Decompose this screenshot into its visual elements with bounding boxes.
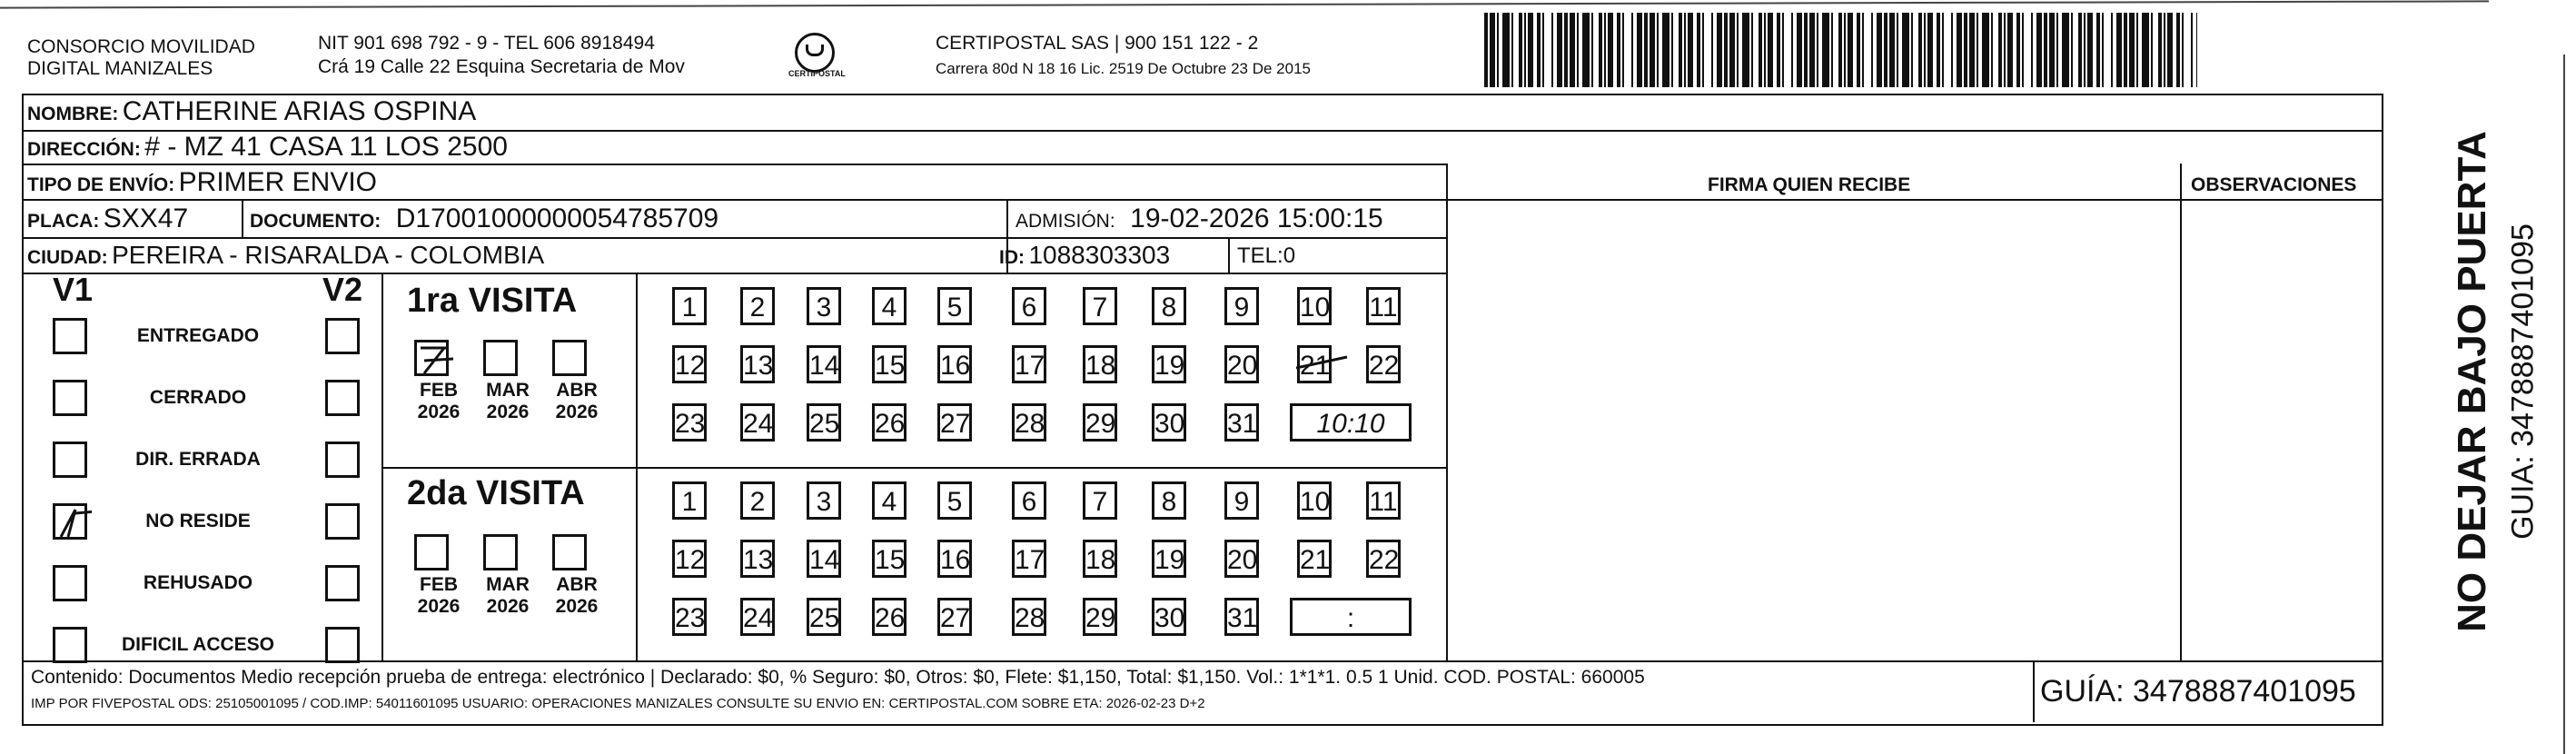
visit1-day[interactable]: 18 <box>1083 345 1117 383</box>
id-label: ID: <box>999 247 1025 268</box>
visit1-day[interactable]: 29 <box>1083 403 1117 441</box>
visit1-title: 1ra VISITA <box>407 282 578 320</box>
company-line-1: CONSORCIO MOVILIDAD <box>27 36 255 57</box>
documento-row <box>250 203 718 234</box>
visit1-day[interactable]: 21 <box>1297 345 1332 383</box>
v1-checkbox[interactable] <box>53 441 87 478</box>
placa-row <box>27 203 188 234</box>
placa-value: SXX47 <box>103 203 189 233</box>
visit2-day[interactable]: 18 <box>1083 540 1117 578</box>
address-line: Crá 19 Calle 22 Esquina Secretaria de Mov <box>318 56 685 77</box>
visit1-day[interactable]: 2 <box>740 287 775 325</box>
visit2-year-label: 2026 <box>417 596 461 617</box>
visit2-day[interactable]: 22 <box>1366 540 1401 578</box>
v2-checkbox[interactable] <box>325 565 360 601</box>
visit2-day[interactable]: 14 <box>807 540 841 578</box>
documento-value: D17001000000054785709 <box>395 203 719 233</box>
v2-checkbox[interactable] <box>325 503 360 540</box>
visit1-day[interactable]: 3 <box>807 287 841 325</box>
v2-checkbox[interactable] <box>325 318 360 354</box>
visit2-day[interactable]: 24 <box>740 598 775 636</box>
v1-checkbox[interactable] <box>53 380 87 416</box>
v1-checkbox[interactable] <box>53 318 87 354</box>
tipo-label: TIPO DE ENVÍO: <box>27 174 175 195</box>
scan-edge-right <box>2563 55 2565 754</box>
check-mark-icon <box>1296 348 1351 384</box>
visit2-day[interactable]: 12 <box>672 540 707 578</box>
nit-line: NIT 901 698 792 - 9 - TEL 606 8918494 <box>318 33 655 54</box>
visit2-month-checkbox[interactable] <box>552 534 587 570</box>
visit2-day[interactable]: 29 <box>1083 598 1117 636</box>
direccion-value: # - MZ 41 CASA 11 LOS 2500 <box>144 132 508 162</box>
visit2-day[interactable]: 25 <box>807 598 841 636</box>
visit1-day[interactable]: 6 <box>1012 287 1046 325</box>
visit2-day[interactable]: 19 <box>1152 540 1186 578</box>
v2-label: V2 <box>322 271 363 308</box>
visit1-day[interactable]: 25 <box>807 403 841 441</box>
v2-checkbox[interactable] <box>325 627 360 663</box>
visit1-day[interactable]: 11 <box>1366 287 1401 325</box>
visit1-day[interactable]: 24 <box>740 403 775 441</box>
visit2-day[interactable]: 3 <box>807 481 841 520</box>
visit2-month-label: MAR <box>486 574 530 595</box>
visit2-day[interactable]: 20 <box>1224 540 1259 578</box>
v1-label: V1 <box>53 271 94 308</box>
visit2-month-label: FEB <box>420 574 458 595</box>
visit2-time[interactable]: : <box>1290 598 1412 636</box>
visit2-day[interactable]: 4 <box>872 481 907 520</box>
visit1-day[interactable]: 20 <box>1224 345 1259 383</box>
visit1-day[interactable]: 31 <box>1224 403 1259 441</box>
check-mark-icon <box>55 506 92 542</box>
visit1-day[interactable]: 1 <box>672 287 707 325</box>
direccion-label: DIRECCIÓN: <box>27 139 141 160</box>
visit1-day[interactable]: 5 <box>937 287 972 325</box>
visit2-day[interactable]: 31 <box>1224 598 1259 636</box>
visit1-year-label: 2026 <box>417 402 461 422</box>
status-reason-label: REHUSADO <box>143 572 253 593</box>
logo-text: CERTIPOSTAL <box>788 69 846 78</box>
visit1-month-checkbox[interactable] <box>552 340 587 376</box>
status-reason-label: DIFICIL ACCESO <box>121 634 274 655</box>
no-dejar-warning: NO DEJAR BAJO PUERTA <box>2450 131 2494 632</box>
admision-label: ADMISIÓN: <box>1016 211 1115 232</box>
tel-label: TEL: <box>1237 243 1283 268</box>
visit1-day[interactable]: 15 <box>872 345 907 383</box>
visit1-time[interactable]: 10:10 <box>1290 403 1412 441</box>
visit1-day[interactable]: 10 <box>1297 287 1332 325</box>
visit1-day[interactable]: 9 <box>1224 287 1259 325</box>
visit2-day[interactable]: 11 <box>1366 481 1401 520</box>
visit2-month-checkbox[interactable] <box>414 534 449 570</box>
visit2-day[interactable]: 21 <box>1297 540 1332 578</box>
status-reason-label: NO RESIDE <box>145 511 251 531</box>
id-value: 1088303303 <box>1028 241 1171 269</box>
visit2-day[interactable]: 9 <box>1224 481 1259 520</box>
visit1-day[interactable]: 8 <box>1152 287 1186 325</box>
visit1-year-label: 2026 <box>486 402 530 422</box>
visit2-month-checkbox[interactable] <box>483 534 518 570</box>
visit2-day[interactable]: 17 <box>1012 540 1046 578</box>
visit2-day[interactable]: 6 <box>1012 481 1046 520</box>
firma-label: FIRMA QUIEN RECIBE <box>1708 174 1911 195</box>
visit2-day[interactable]: 10 <box>1297 481 1332 520</box>
visit1-day[interactable]: 19 <box>1152 345 1186 383</box>
visit2-day[interactable]: 23 <box>672 598 707 636</box>
check-mark-icon <box>417 342 453 379</box>
v2-checkbox[interactable] <box>325 380 360 416</box>
tel-row <box>1237 243 1295 269</box>
courier-line-1: CERTIPOSTAL SAS | 900 151 122 - 2 <box>936 33 1259 54</box>
visit1-year-label: 2026 <box>555 402 599 422</box>
visit2-month-label: ABR <box>556 574 598 595</box>
visit2-year-label: 2026 <box>555 596 599 617</box>
tipo-row <box>27 167 377 198</box>
visit1-day[interactable]: 4 <box>872 287 907 325</box>
tipo-value: PRIMER ENVIO <box>178 167 378 197</box>
visit1-day[interactable]: 13 <box>740 345 775 383</box>
visit1-day[interactable]: 22 <box>1366 345 1401 383</box>
visit1-day[interactable]: 27 <box>937 403 972 441</box>
visit2-day[interactable]: 8 <box>1152 481 1186 520</box>
visit2-day[interactable]: 2 <box>740 481 775 520</box>
nombre-row <box>27 96 476 127</box>
visit1-month-checkbox[interactable] <box>483 340 518 376</box>
nombre-value: CATHERINE ARIAS OSPINA <box>122 96 477 126</box>
status-reason-label: ENTREGADO <box>136 325 260 346</box>
visit2-day[interactable]: 26 <box>872 598 907 636</box>
status-reason-label: CERRADO <box>149 387 247 408</box>
visit1-day[interactable]: 14 <box>807 345 841 383</box>
visit1-day[interactable]: 12 <box>672 345 707 383</box>
guia-footer: GUÍA: 3478887401095 <box>2040 674 2356 709</box>
content-line: Contenido: Documentos Medio recepción prueba de entrega: electrónico | Declarado: $0, % Seguro: $0, Otros: $0, Flete: $1,150, Total: $1,150. Vol.: 1*1*1. 0.5 1 Unid. COD. POSTAL: 660005 <box>31 667 1645 688</box>
visit2-day[interactable]: 16 <box>937 540 972 578</box>
visit1-day[interactable]: 26 <box>872 403 907 441</box>
visit2-day[interactable]: 15 <box>872 540 907 578</box>
certipostal-logo-icon <box>795 33 835 73</box>
visit1-month-label: FEB <box>420 380 458 401</box>
visit1-day[interactable]: 28 <box>1012 403 1046 441</box>
visit1-day[interactable]: 7 <box>1083 287 1117 325</box>
direccion-row <box>27 132 508 163</box>
visit2-day[interactable]: 27 <box>937 598 972 636</box>
visit2-day[interactable]: 5 <box>937 481 972 520</box>
visit2-day[interactable]: 28 <box>1012 598 1046 636</box>
visit1-month-label: ABR <box>556 380 598 401</box>
tel-value: 0 <box>1283 243 1296 268</box>
visit2-title: 2da VISITA <box>407 474 585 512</box>
v1-checkbox[interactable] <box>53 627 87 663</box>
status-reason-label: DIR. ERRADA <box>135 449 261 470</box>
side-guia: GUIA: 3478887401095 <box>2505 223 2541 540</box>
courier-line-2: Carrera 80d N 18 16 Lic. 2519 De Octubre 23 De 2015 <box>936 60 1311 77</box>
scan-edge-top <box>0 0 2489 8</box>
visit2-day[interactable]: 13 <box>740 540 775 578</box>
visit2-day[interactable]: 30 <box>1152 598 1186 636</box>
company-line-2: DIGITAL MANIZALES <box>27 58 213 79</box>
visit1-day[interactable]: 30 <box>1152 403 1186 441</box>
id-row <box>999 241 1170 270</box>
visit1-month-checkbox[interactable] <box>414 340 449 376</box>
visit1-day[interactable]: 16 <box>937 345 972 383</box>
visit1-day[interactable]: 17 <box>1012 345 1046 383</box>
ciudad-row <box>27 241 544 270</box>
barcode <box>1484 13 2197 87</box>
placa-label: PLACA: <box>27 211 100 232</box>
visit1-day[interactable]: 23 <box>672 403 707 441</box>
visit2-year-label: 2026 <box>486 596 530 617</box>
admision-row <box>1016 203 1383 234</box>
v1-checkbox[interactable] <box>53 565 87 601</box>
observaciones-label: OBSERVACIONES <box>2191 174 2357 195</box>
nombre-label: NOMBRE: <box>27 104 119 124</box>
visit1-month-label: MAR <box>486 380 530 401</box>
visit2-day[interactable]: 7 <box>1083 481 1117 520</box>
ciudad-label: CIUDAD: <box>27 247 108 268</box>
v1-checkbox[interactable] <box>53 503 87 540</box>
documento-label: DOCUMENTO: <box>250 211 381 232</box>
visit2-day[interactable]: 1 <box>672 481 707 520</box>
ciudad-value: PEREIRA - RISARALDA - COLOMBIA <box>112 241 545 269</box>
admision-value: 19-02-2026 15:00:15 <box>1130 203 1383 233</box>
v2-checkbox[interactable] <box>325 441 360 478</box>
imp-line: IMP POR FIVEPOSTAL ODS: 25105001095 / COD.IMP: 54011601095 USUARIO: OPERACIONES MANIZALES CONSULTE SU ENVIO EN: CERTIPOSTAL.COM SOBRE ETA: 2026-02-23 D+2 <box>31 696 1205 711</box>
